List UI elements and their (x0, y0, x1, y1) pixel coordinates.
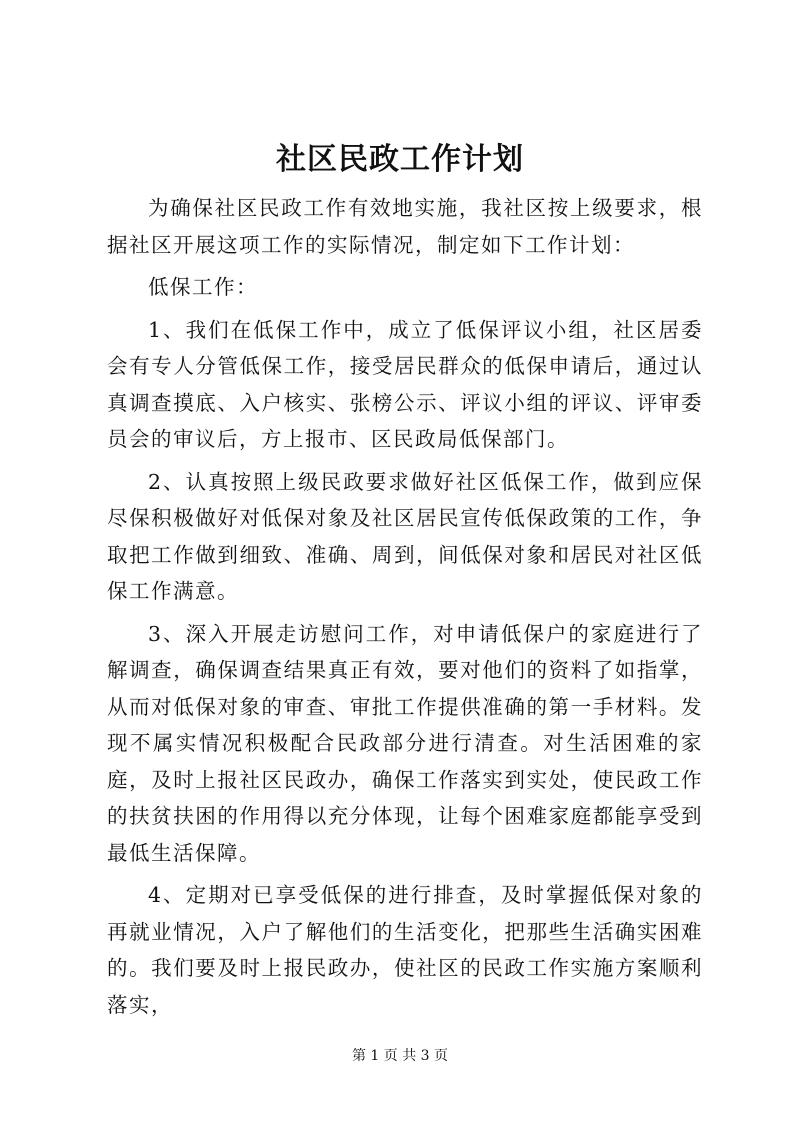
document-title: 社区民政工作计划 (276, 142, 524, 177)
page-footer: 第 1 页 共 3 页 (351, 1048, 449, 1064)
paragraph-item-4: 4、定期对已享受低保的进行排查，及时掌握低保对象的再就业情况，入户了解他们的生活变化，把那些生活确实困难的。我们要及时上报民政办，使社区的民政工作实施方案顺利落实， (107, 883, 703, 1017)
paragraph-intro: 为确保社区民政工作有效地实施，我社区按上级要求，根据社区开展这项工作的实际情况，制定如下工作计划： (107, 196, 703, 257)
paragraph-item-1: 1、我们在低保工作中，成立了低保评议小组，社区居委会有专人分管低保工作，接受居民群众的低保申请后，通过认真调查摸底、入户核实、张榜公示、评议小组的评议、评审委员会的审议后，方上报市、区民政局低保部门。 (107, 317, 703, 451)
document-body (107, 190, 703, 1029)
paragraph-item-2: 2、认真按照上级民政要求做好社区低保工作，做到应保尽保积极做好对低保对象及社区居民宣传低保政策的工作，争取把工作做到细致、准确、周到，间低保对象和居民对社区低保工作满意。 (107, 469, 703, 603)
paragraph-heading-dibao: 低保工作： (148, 275, 258, 299)
paragraph-item-3: 3、深入开展走访慰问工作，对申请低保户的家庭进行了解调查，确保调查结果真正有效，要对他们的资料了如指掌，从而对低保对象的审查、审批工作提供准确的第一手材料。发现不属实情况积极配合民政部分进行清查。对生活困难的家庭，及时上报社区民政办，确保工作落实到实处，使民政工作的扶贫扶困的作用得以充分体现，让每个困难家庭都能享受到最低生活保障。 (107, 621, 703, 865)
